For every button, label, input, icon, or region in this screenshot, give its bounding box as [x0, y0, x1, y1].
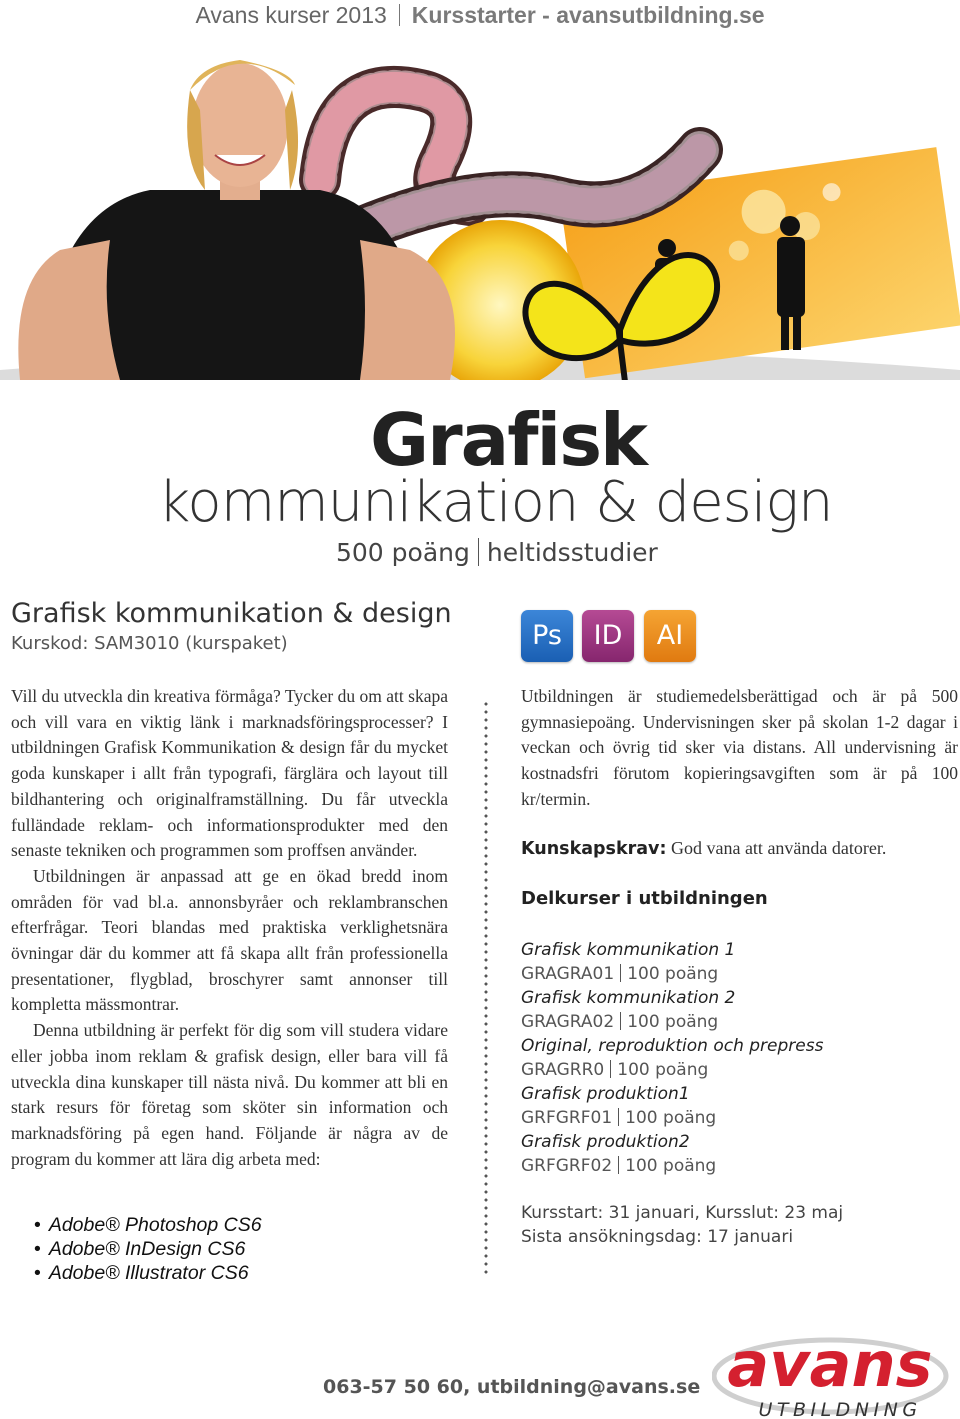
course-points: 100 poäng: [617, 1060, 709, 1080]
logo-subtext: UTBILDNING: [758, 1399, 922, 1419]
indesign-icon: ID: [582, 610, 634, 662]
course-start-end: Kursstart: 31 januari, Kursslut: 23 maj: [521, 1203, 844, 1223]
main-title: Grafisk: [370, 398, 646, 482]
study-info-separator: [478, 538, 479, 566]
points-text: 500 poäng: [336, 538, 470, 567]
illustrator-icon: AI: [644, 610, 696, 662]
course-code-line: [521, 1010, 823, 1034]
study-info: [336, 538, 658, 567]
body-left-paragraph-2: Utbildningen är anpassad att ge en ökad bredd inom områden för vad bl.a. annonsbyråer och reklambranschen efterfrågar. Teori blandas med praktiska verklighetsnära övningar där du kommer att få skapa allt från professionella presentationer, flygblad, broschyrer samt annonser till kompletta mässmontrar.: [11, 865, 448, 1015]
body-left-paragraph-3: Denna utbildning är perfekt för dig som vill studera vidare eller jobba inom reklam & grafisk design, eller bara vill få utveckla dina kunskaper till nästa nivå. Du kommer att bli en stark resurs för företag som sköter sin information och marknadsföring på egen hand. Följande är några av de program du kommer att lära dig arbeta med:: [11, 1020, 448, 1169]
course-code-line: [521, 962, 823, 986]
header-separator: [399, 4, 400, 26]
header-right: Kursstarter - avansutbildning.se: [411, 2, 765, 28]
dotted-divider: [484, 700, 488, 1275]
requirement-label: Kunskapskrav:: [521, 839, 667, 859]
course-dates: [521, 1201, 843, 1249]
course-item: [521, 1034, 823, 1082]
course-name: Grafisk produktion2: [521, 1132, 690, 1152]
program-list-item: • Adobe® InDesign CS6: [36, 1237, 262, 1261]
course-item: [521, 986, 823, 1034]
course-name: Grafisk kommunikation 2: [521, 988, 736, 1008]
main-subtitle: kommunikation & design: [158, 470, 833, 535]
body-left: [11, 684, 448, 1172]
hero-image: [0, 30, 960, 380]
application-deadline: Sista ansökningsdag: 17 januari: [521, 1227, 794, 1247]
course-points: 100 poäng: [627, 1012, 719, 1032]
program-list-item: • Adobe® Photoshop CS6: [36, 1213, 262, 1237]
program-code: Kurskod: SAM3010 (kurspaket): [11, 633, 288, 654]
logo-wordmark: avans: [727, 1330, 933, 1401]
course-code: GRAGRA01: [521, 964, 615, 984]
program-list-item: • Adobe® Illustrator CS6: [36, 1261, 262, 1285]
body-left-paragraph-1: Vill du utveckla din kreativa förmåga? Tycker du om att skapa och vill vara en viktig länk i marknadsföringsprocesser? I utbildningen Grafisk Kommunikation & design får du mycket goda kunskaper i allt från typografi, färglära och layout till bildhantering och originalframställning. Du får utveckla fulländade reklam- och informationsprodukter med den senaste tekniken och programmen som proffsen använder.: [11, 686, 448, 861]
delkurser-heading: Delkurser i utbildningen: [521, 888, 768, 909]
header-left: Avans kurser 2013: [195, 2, 387, 28]
course-code: GRAGRR0: [521, 1060, 605, 1080]
course-code-line: [521, 1154, 823, 1178]
course-points: 100 poäng: [625, 1156, 717, 1176]
contact-info: 063-57 50 60, utbildning@avans.se: [323, 1376, 701, 1398]
course-code-line: [521, 1106, 823, 1130]
course-list: [521, 938, 823, 1178]
course-code-line: [521, 1058, 823, 1082]
requirement-text: God vana att använda datorer.: [670, 838, 887, 858]
knowledge-requirement: [521, 838, 886, 859]
course-code: GRAGRA02: [521, 1012, 615, 1032]
course-item: [521, 938, 823, 986]
program-list: [36, 1213, 262, 1285]
course-code: GRFGRF01: [521, 1108, 613, 1128]
program-name: Grafisk kommunikation & design: [11, 598, 452, 629]
course-name: Grafisk kommunikation 1: [521, 940, 736, 960]
course-points: 100 poäng: [627, 964, 719, 984]
photoshop-icon: Ps: [521, 610, 573, 662]
course-points: 100 poäng: [625, 1108, 717, 1128]
course-name: Original, reproduktion och prepress: [521, 1036, 824, 1056]
course-item: [521, 1082, 823, 1130]
body-right-paragraph: Utbildningen är studiemedelsberättigad och är på 500 gymnasiepoäng. Undervisningen sker på skolan 1-2 dagar i veckan och övrig tid sker via distans. All undervisning är kostnadsfri förutom kopieringsavgiften som är på 100 kr/termin.: [521, 686, 958, 809]
course-name: Grafisk produktion1: [521, 1084, 690, 1104]
header-line: [0, 2, 960, 29]
mode-text: heltidsstudier: [486, 538, 658, 567]
course-code: GRFGRF02: [521, 1156, 613, 1176]
avans-logo: [712, 1330, 952, 1419]
course-item: [521, 1130, 823, 1178]
film-strip: [320, 87, 700, 230]
